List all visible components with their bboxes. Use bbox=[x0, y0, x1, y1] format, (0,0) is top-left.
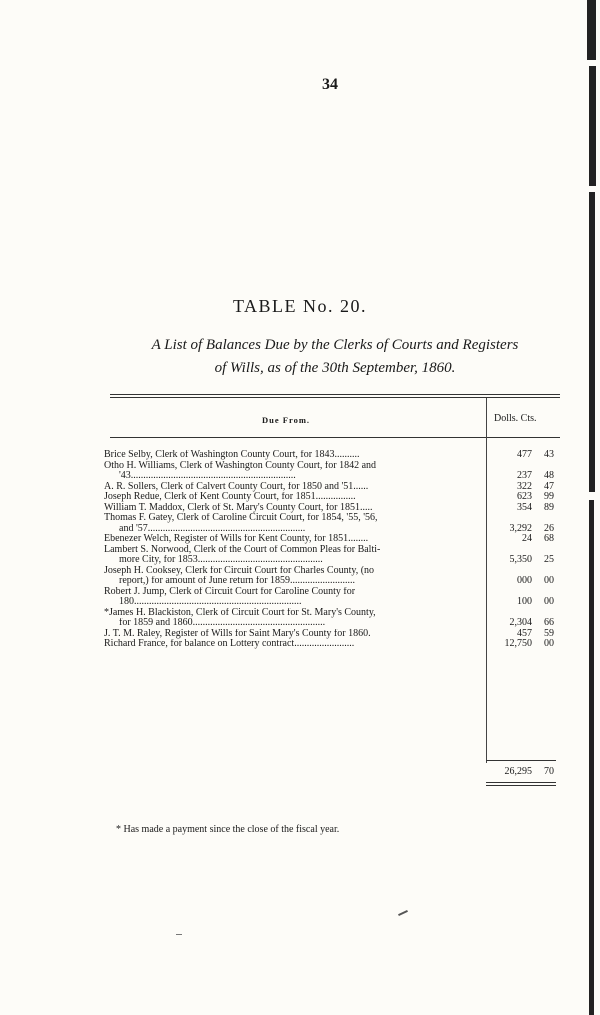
amount-cents: 89 bbox=[544, 501, 554, 513]
table-row-text: '43.................................................................. bbox=[119, 471, 296, 481]
amount-dollars: 354 bbox=[517, 501, 532, 513]
table-title: TABLE No. 20. bbox=[232, 296, 368, 316]
amount-row bbox=[488, 503, 554, 514]
amount-dollars: 24 bbox=[522, 533, 532, 544]
table-row-text: A. R. Sollers, Clerk of Calvert County Court, for 1850 and '51...... bbox=[104, 481, 369, 492]
total-rule-top bbox=[486, 760, 556, 761]
amount-cents: 00 bbox=[544, 596, 554, 607]
ink-mark bbox=[398, 910, 408, 916]
total-rule-bottom-1 bbox=[486, 782, 556, 783]
table-row-text: and '57............................................................... bbox=[119, 523, 306, 534]
amount-row bbox=[488, 450, 554, 461]
amount-cents: 25 bbox=[544, 554, 554, 565]
total-cents: 70 bbox=[544, 766, 554, 777]
amount-row bbox=[488, 513, 554, 524]
column-header-due-from: Due From. bbox=[262, 415, 311, 425]
amount-cents: 59 bbox=[544, 627, 554, 639]
ink-mark bbox=[176, 934, 182, 935]
amount-dollars: 623 bbox=[517, 491, 532, 502]
amount-cents: 47 bbox=[544, 480, 554, 492]
amount-row bbox=[488, 576, 554, 587]
table-row-text: Richard France, for balance on Lottery contract........................ bbox=[104, 639, 355, 649]
description-column bbox=[104, 450, 488, 650]
amount-row bbox=[488, 471, 554, 482]
table-subtitle bbox=[100, 334, 570, 380]
table-row-text: Brice Selby, Clerk of Washington County Court, for 1843.......... bbox=[104, 450, 360, 460]
total-rule-bottom-2 bbox=[486, 785, 556, 786]
table-row-text: William T. Maddox, Clerk of St. Mary's County Court, for 1851..... bbox=[104, 502, 373, 513]
table-row-text: Thomas F. Gatey, Clerk of Caroline Circuit Court, for 1854, '55, '56, bbox=[104, 513, 378, 523]
table-row-text: Otho H. Williams, Clerk of Washington County Court, for 1842 and bbox=[104, 460, 377, 471]
amount-dollars: 5,350 bbox=[509, 554, 532, 565]
amount-cents bbox=[532, 513, 554, 524]
amount-dollars: 237 bbox=[517, 470, 532, 481]
amount-dollars: 457 bbox=[517, 627, 532, 639]
amount-column bbox=[488, 450, 554, 650]
table-row-text: Lambert S. Norwood, Clerk of the Court of Common Pleas for Balti- bbox=[104, 544, 381, 555]
amount-cents: 43 bbox=[544, 449, 554, 460]
table-row-text: 180................................................................... bbox=[119, 597, 302, 607]
amount-dollars: 12,750 bbox=[504, 638, 532, 649]
scanned-page-edge bbox=[582, 0, 600, 1015]
amount-row bbox=[488, 639, 554, 650]
amount-dollars: 322 bbox=[517, 480, 532, 492]
table-row-text: Joseph Redue, Clerk of Kent County Court, for 1851................ bbox=[104, 492, 356, 502]
table-row-text: report,) for amount of June return for 1859.......................... bbox=[119, 576, 356, 586]
page-number: 34 bbox=[322, 76, 338, 93]
footnote: * Has made a payment since the close of the fiscal year. bbox=[116, 824, 340, 835]
amount-dollars: 000 bbox=[517, 575, 532, 586]
table-row-text: *James H. Blackiston, Clerk of Circuit Court for St. Mary's County, bbox=[104, 607, 376, 618]
top-double-rule-1 bbox=[110, 394, 560, 395]
total-row bbox=[488, 766, 554, 777]
amount-dollars: 477 bbox=[517, 449, 532, 460]
amount-row bbox=[488, 555, 554, 566]
amount-dollars: 100 bbox=[517, 596, 532, 607]
amount-cents: 00 bbox=[544, 638, 554, 649]
table-row-text: J. T. M. Raley, Register of Wills for Saint Mary's County for 1860. bbox=[104, 628, 371, 639]
table-row-text: more City, for 1853.................................................. bbox=[119, 555, 323, 565]
subtitle-line-1: A List of Balances Due by the Clerks of Courts and Registers bbox=[151, 337, 519, 353]
amount-dollars bbox=[488, 513, 532, 524]
amount-cents: 66 bbox=[544, 617, 554, 628]
amount-row bbox=[488, 534, 554, 545]
amount-cents: 68 bbox=[544, 533, 554, 544]
amount-row bbox=[488, 597, 554, 608]
table-row-text: Ebenezer Welch, Register of Wills for Kent County, for 1851........ bbox=[104, 534, 369, 544]
amount-row bbox=[488, 618, 554, 629]
table-row-text: Robert J. Jump, Clerk of Circuit Court for Caroline County for bbox=[104, 586, 356, 597]
table-row-text: Joseph H. Cooksey, Clerk for Circuit Court for Charles County, (no bbox=[104, 565, 375, 576]
table-row-text: for 1859 and 1860..................................................... bbox=[119, 618, 326, 628]
amount-cents: 48 bbox=[544, 470, 554, 481]
amount-cents: 99 bbox=[544, 491, 554, 502]
amount-row bbox=[488, 492, 554, 503]
amount-cents: 26 bbox=[544, 522, 554, 534]
subtitle-line-2: of Wills, as of the 30th September, 1860. bbox=[214, 360, 456, 376]
amount-cents: 00 bbox=[544, 575, 554, 586]
amount-dollars: 3,292 bbox=[509, 522, 532, 534]
header-bottom-rule bbox=[110, 437, 560, 438]
top-double-rule-2 bbox=[110, 397, 560, 398]
column-header-amount: Dolls. Cts. bbox=[494, 413, 537, 424]
amount-dollars: 2,304 bbox=[509, 617, 532, 628]
total-dollars: 26,295 bbox=[504, 766, 532, 777]
